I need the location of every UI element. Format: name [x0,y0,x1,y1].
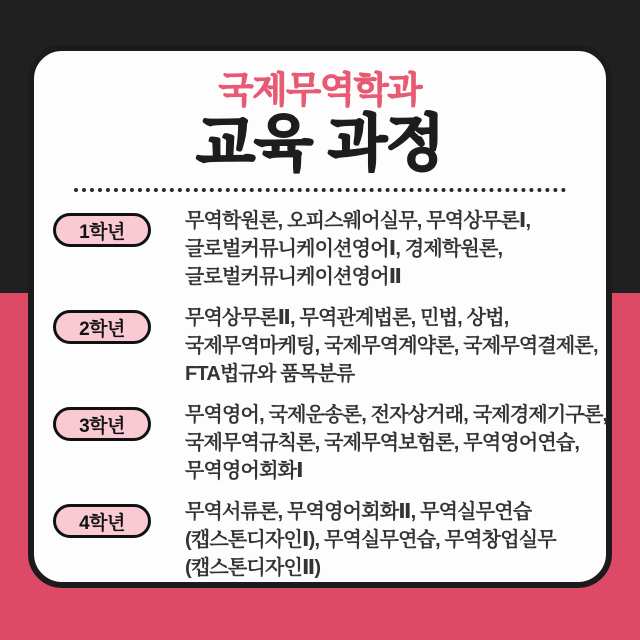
department-title: 국제무역학과 [218,69,422,110]
course-list-1 [185,207,530,291]
dotted-divider [74,188,566,192]
year-badge-3: 3학년 [53,407,151,441]
course-line: 글로벌커뮤니케이션영어Ⅰ, 경제학원론, [185,238,503,261]
course-line: 무역영어, 국제운송론, 전자상거래, 국제경제기구론, [185,404,608,427]
course-line: 글로벌커뮤니케이션영어Ⅱ [185,266,402,289]
year-badge-1: 1학년 [53,213,151,247]
course-list-3 [185,401,607,485]
course-line: 무역영어회화Ⅰ [185,460,303,483]
card-header [34,51,606,175]
course-line: 국제무역마케팅, 국제무역계약론, 국제무역결제론, [185,335,598,358]
course-line: FTA법규와 품목분류 [185,363,355,386]
course-line: 국제무역규칙론, 국제무역보험론, 무역영어연습, [185,432,580,455]
course-line: 무역서류론, 무역영어회화Ⅱ, 무역실무연습 [185,501,532,524]
year-section-2 [53,304,606,388]
course-list-4 [185,498,556,582]
page-title: 교육 과정 [196,109,444,177]
course-list-2 [185,304,598,388]
curriculum-card [28,45,612,588]
course-line: (캡스톤디자인Ⅰ), 무역실무연습, 무역창업실무 [185,529,556,552]
course-line: 무역상무론Ⅱ, 무역관계법론, 민법, 상법, [185,307,509,330]
course-line: (캡스톤디자인Ⅱ) [185,557,321,580]
year-section-3 [53,401,606,485]
year-badge-2: 2학년 [53,310,151,344]
course-line: 무역학원론, 오피스웨어실무, 무역상무론Ⅰ, [185,210,531,233]
year-section-1 [53,207,606,291]
year-sections [34,207,606,582]
year-section-4 [53,498,606,582]
year-badge-4: 4학년 [53,504,151,538]
